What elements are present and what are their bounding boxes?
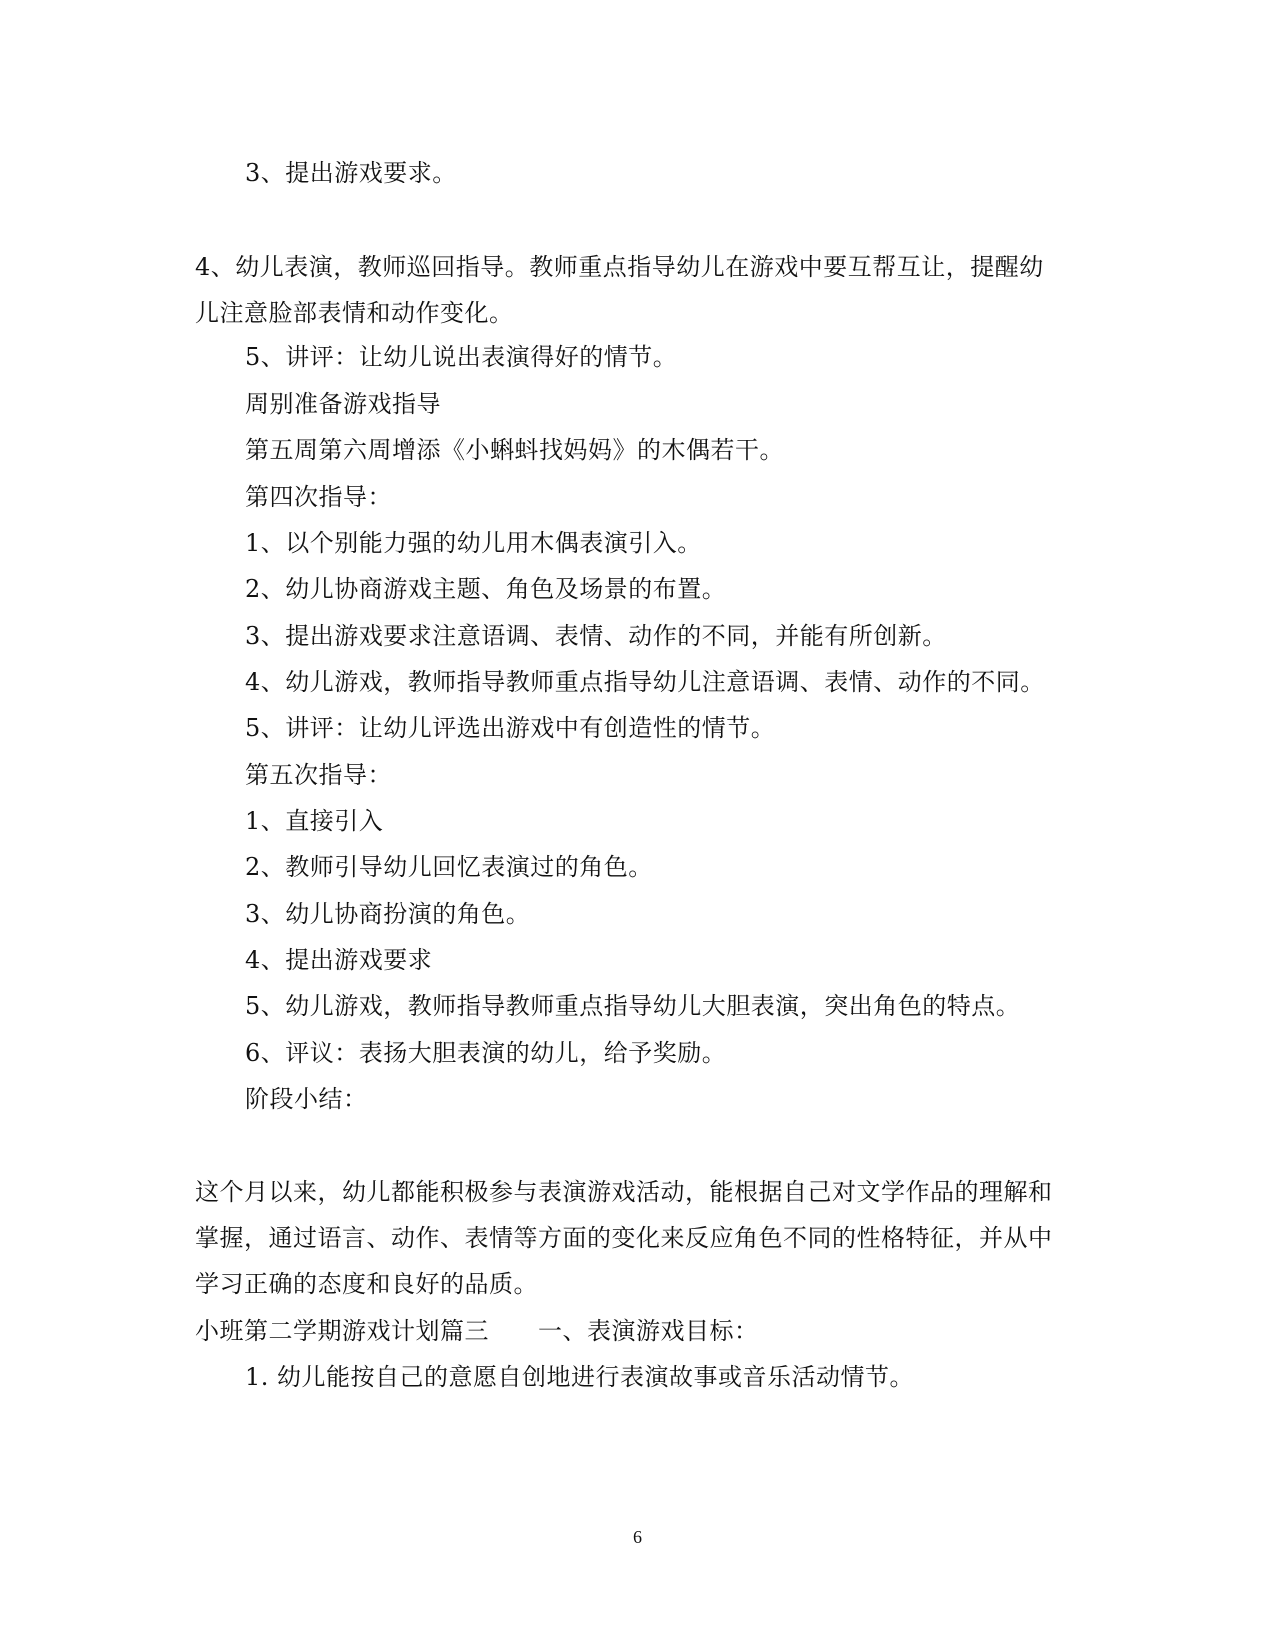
text-line: 2、幼儿协商游戏主题、角色及场景的布置。 bbox=[245, 575, 727, 603]
text-line: 小班第二学期游戏计划篇三 一、表演游戏目标： bbox=[195, 1317, 759, 1345]
text-line: 4、幼儿表演，教师巡回指导。教师重点指导幼儿在游戏中要互帮互让，提醒幼 bbox=[195, 253, 1044, 281]
page-number: 6 bbox=[633, 1527, 642, 1547]
text-line: 3、幼儿协商扮演的角色。 bbox=[245, 900, 531, 928]
text-line: 4、提出游戏要求 bbox=[245, 946, 433, 974]
text-line: 4、幼儿游戏，教师指导教师重点指导幼儿注意语调、表情、动作的不同。 bbox=[245, 668, 1045, 696]
text-line: 3、提出游戏要求注意语调、表情、动作的不同，并能有所创新。 bbox=[245, 622, 947, 650]
text-line: 5、幼儿游戏，教师指导教师重点指导幼儿大胆表演，突出角色的特点。 bbox=[245, 992, 1021, 1020]
text-line: 第五次指导： bbox=[245, 761, 392, 789]
text-line: 1. 幼儿能按自己的意愿自创地进行表演故事或音乐活动情节。 bbox=[245, 1363, 915, 1391]
text-line: 1、直接引入 bbox=[245, 807, 384, 835]
text-line: 这个月以来，幼儿都能积极参与表演游戏活动，能根据自己对文学作品的理解和 bbox=[195, 1178, 1053, 1206]
text-line: 5、讲评：让幼儿说出表演得好的情节。 bbox=[245, 343, 678, 371]
text-line: 学习正确的态度和良好的品质。 bbox=[195, 1270, 538, 1298]
text-line: 5、讲评：让幼儿评选出游戏中有创造性的情节。 bbox=[245, 714, 776, 742]
text-line: 周别准备游戏指导 bbox=[245, 390, 441, 418]
text-line: 儿注意脸部表情和动作变化。 bbox=[195, 299, 514, 327]
text-line: 2、教师引导幼儿回忆表演过的角色。 bbox=[245, 853, 653, 881]
text-line: 1、以个别能力强的幼儿用木偶表演引入。 bbox=[245, 529, 702, 557]
text-line: 阶段小结： bbox=[245, 1085, 368, 1113]
text-line: 第四次指导： bbox=[245, 483, 392, 511]
text-line: 6、评议：表扬大胆表演的幼儿，给予奖励。 bbox=[245, 1039, 727, 1067]
text-line: 3、提出游戏要求。 bbox=[245, 159, 457, 187]
text-line: 第五周第六周增添《小蝌蚪找妈妈》的木偶若干。 bbox=[245, 436, 784, 464]
text-line: 掌握，通过语言、动作、表情等方面的变化来反应角色不同的性格特征，并从中 bbox=[195, 1224, 1053, 1252]
